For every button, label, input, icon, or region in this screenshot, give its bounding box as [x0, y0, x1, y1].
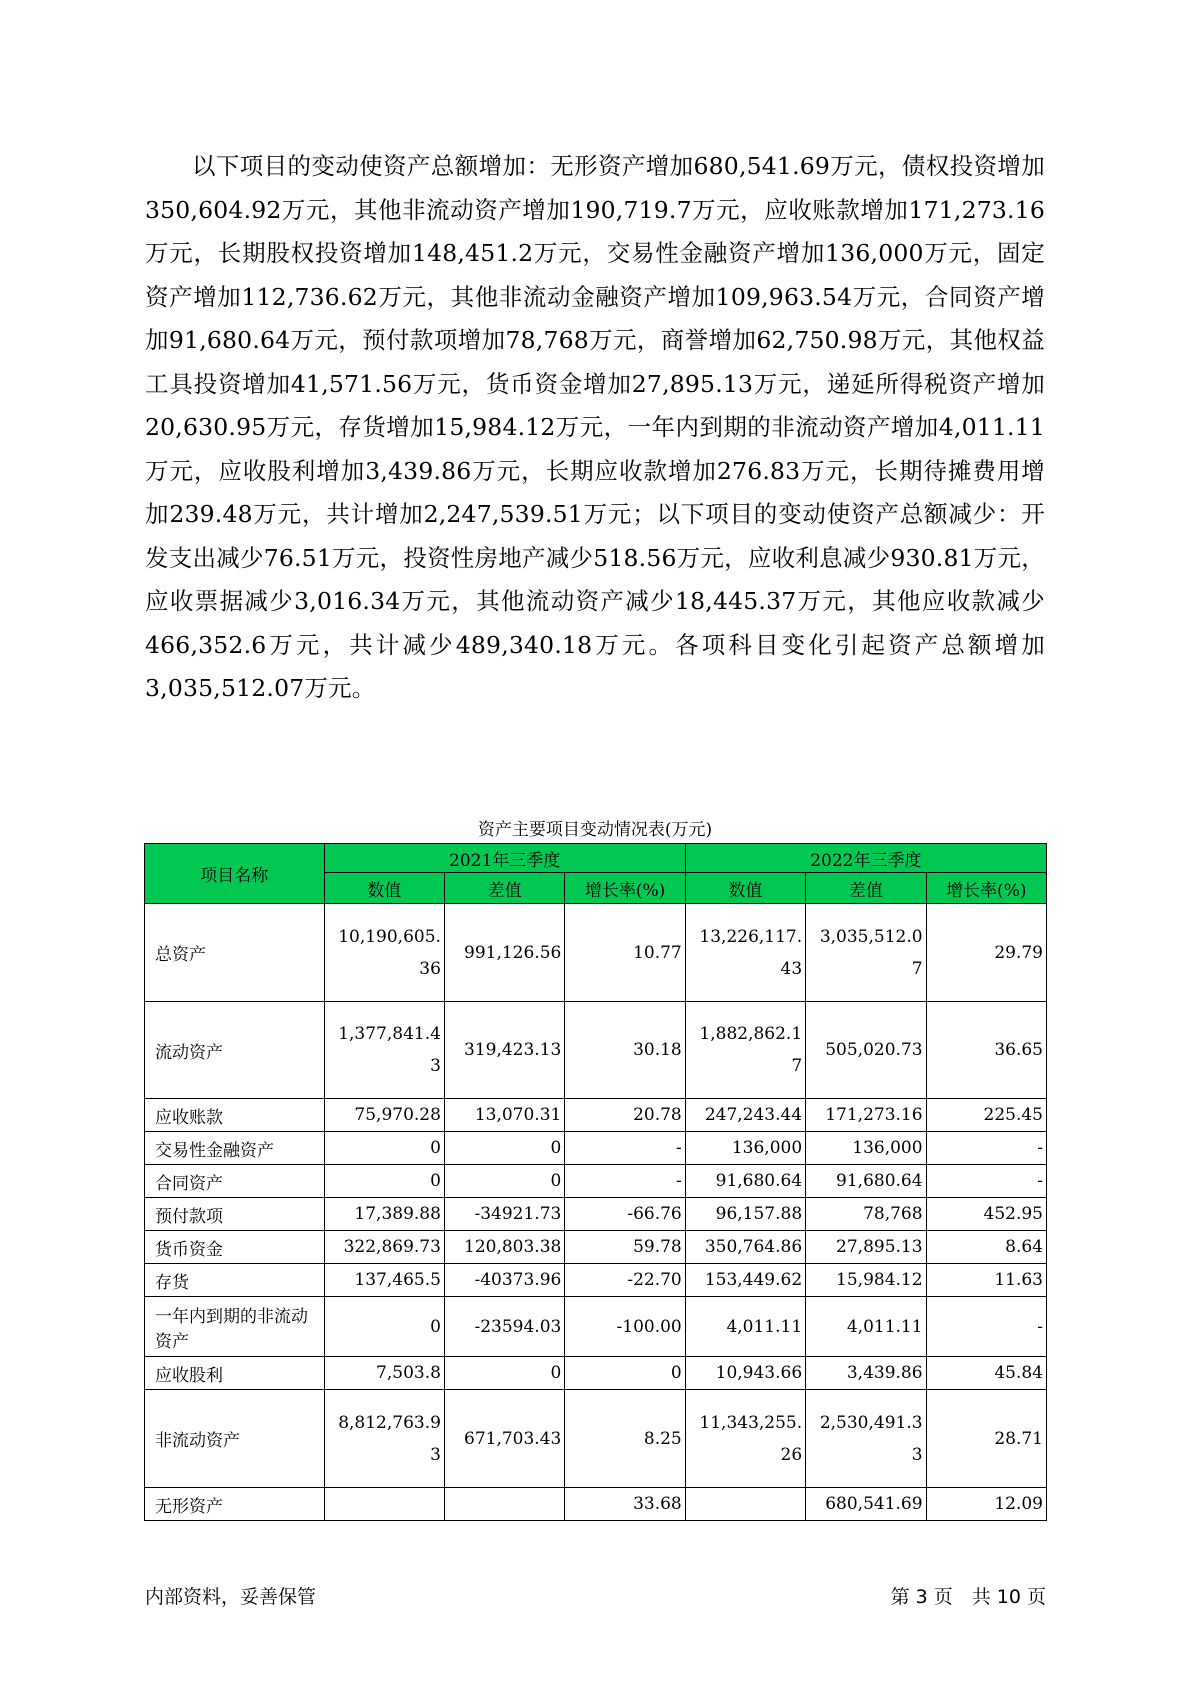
cell-d1: 120,803.38	[444, 1231, 564, 1264]
cell-d1: 671,703.43	[444, 1390, 564, 1488]
cell-v2: 96,157.88	[685, 1198, 805, 1231]
cell-r1: -	[565, 1132, 685, 1165]
footer-confidential-note: 内部资料，妥善保管	[145, 1586, 317, 1608]
body-paragraph: 以下项目的变动使资产总额增加：无形资产增加680,541.69万元，债权投资增加350,604.92万元，其他非流动资产增加190,719.7万元，应收账款增加171,273.16万元，长期股权投资增加148,451.2万元，交易性金融资产增加136,000万元，固定资产增加112,736.62万元，其他非流动金融资产增加109,963.54万元，合同资产增加91,680.64万元，预付款项增加78,768万元，商誉增加62,750.98万元，其他权益工具投资增加41,571.56万元，货币资金增加27,895.13万元，递延所得税资产增加20,630.95万元，存货增加15,984.12万元，一年内到期的非流动资产增加4,011.11万元，应收股利增加3,439.86万元，长期应收款增加276.83万元，长期待摊费用增加239.48万元，共计增加2,247,539.51万元；以下项目的变动使资产总额减少：开发支出减少76.51万元，投资性房地产减少518.56万元，应收利息减少930.81万元，应收票据减少3,016.34万元，其他流动资产减少18,445.37万元，其他应收款减少466,352.6万元，共计减少489,340.18万元。各项科目变化引起资产总额增加3,035,512.07万元。	[145, 152, 1045, 702]
cell-v1: 137,465.5	[324, 1264, 444, 1297]
footer-page-number: 第 3 页 共 10 页	[890, 1586, 1046, 1608]
cell-v1: 7,503.8	[324, 1357, 444, 1390]
cell-v1: 10,190,605.36	[324, 904, 444, 1002]
cell-r1: -	[565, 1165, 685, 1198]
row-item-name: 存货	[145, 1264, 325, 1297]
row-item-name: 应收账款	[145, 1099, 325, 1132]
cell-d2: 680,541.69	[806, 1488, 926, 1521]
table-row	[145, 1231, 1047, 1264]
row-item-name: 一年内到期的非流动资产	[145, 1297, 325, 1357]
cell-r1: -66.76	[565, 1198, 685, 1231]
table-row	[145, 1488, 1047, 1521]
cell-d1	[444, 1488, 564, 1521]
cell-d2: 4,011.11	[806, 1297, 926, 1357]
asset-change-table	[144, 843, 1047, 1521]
cell-r2: -	[926, 1165, 1046, 1198]
table-row	[145, 1390, 1047, 1488]
table-row	[145, 904, 1047, 1002]
row-item-name: 总资产	[145, 904, 325, 1002]
cell-r1: 33.68	[565, 1488, 685, 1521]
header-item-name: 项目名称	[145, 844, 325, 904]
cell-d1: 319,423.13	[444, 1002, 564, 1099]
header-rate-2022: 增长率(%)	[926, 873, 1046, 904]
cell-d1: 991,126.56	[444, 904, 564, 1002]
cell-r1: 8.25	[565, 1390, 685, 1488]
cell-v2: 13,226,117.43	[685, 904, 805, 1002]
cell-d1: 0	[444, 1132, 564, 1165]
cell-v1	[324, 1488, 444, 1521]
header-value-2021: 数值	[324, 873, 444, 904]
cell-r1: 30.18	[565, 1002, 685, 1099]
header-value-2022: 数值	[685, 873, 805, 904]
cell-r1: 0	[565, 1357, 685, 1390]
cell-d2: 78,768	[806, 1198, 926, 1231]
row-item-name: 无形资产	[145, 1488, 325, 1521]
cell-v1: 0	[324, 1132, 444, 1165]
table-row	[145, 1357, 1047, 1390]
header-period-2022: 2022年三季度	[685, 844, 1046, 873]
row-item-name: 流动资产	[145, 1002, 325, 1099]
cell-v2: 136,000	[685, 1132, 805, 1165]
cell-v2: 91,680.64	[685, 1165, 805, 1198]
cell-r1: -22.70	[565, 1264, 685, 1297]
cell-v1: 0	[324, 1297, 444, 1357]
cell-d1: -23594.03	[444, 1297, 564, 1357]
cell-d1: -34921.73	[444, 1198, 564, 1231]
table-row	[145, 1264, 1047, 1297]
table-row	[145, 1099, 1047, 1132]
cell-d2: 136,000	[806, 1132, 926, 1165]
cell-v1: 1,377,841.43	[324, 1002, 444, 1099]
cell-d1: 0	[444, 1165, 564, 1198]
cell-d2: 15,984.12	[806, 1264, 926, 1297]
row-item-name: 非流动资产	[145, 1390, 325, 1488]
cell-r2: 45.84	[926, 1357, 1046, 1390]
cell-r1: -100.00	[565, 1297, 685, 1357]
cell-r2: 11.63	[926, 1264, 1046, 1297]
cell-v2: 10,943.66	[685, 1357, 805, 1390]
cell-v1: 322,869.73	[324, 1231, 444, 1264]
cell-r2: 8.64	[926, 1231, 1046, 1264]
cell-v1: 8,812,763.93	[324, 1390, 444, 1488]
cell-v1: 0	[324, 1165, 444, 1198]
cell-d2: 2,530,491.33	[806, 1390, 926, 1488]
cell-r2: -	[926, 1132, 1046, 1165]
header-diff-2021: 差值	[444, 873, 564, 904]
cell-r2: 29.79	[926, 904, 1046, 1002]
row-item-name: 合同资产	[145, 1165, 325, 1198]
table-row	[145, 1198, 1047, 1231]
row-item-name: 应收股利	[145, 1357, 325, 1390]
row-item-name: 交易性金融资产	[145, 1132, 325, 1165]
cell-v2: 247,243.44	[685, 1099, 805, 1132]
cell-d1: -40373.96	[444, 1264, 564, 1297]
header-diff-2022: 差值	[806, 873, 926, 904]
row-item-name: 预付款项	[145, 1198, 325, 1231]
cell-v2: 153,449.62	[685, 1264, 805, 1297]
cell-d2: 505,020.73	[806, 1002, 926, 1099]
cell-r2: 28.71	[926, 1390, 1046, 1488]
cell-d2: 27,895.13	[806, 1231, 926, 1264]
table-row	[145, 1297, 1047, 1357]
cell-v2: 4,011.11	[685, 1297, 805, 1357]
cell-v2: 350,764.86	[685, 1231, 805, 1264]
cell-r1: 20.78	[565, 1099, 685, 1132]
cell-d2: 3,035,512.07	[806, 904, 926, 1002]
row-item-name: 货币资金	[145, 1231, 325, 1264]
table-caption: 资产主要项目变动情况表(万元)	[477, 820, 713, 840]
cell-r1: 10.77	[565, 904, 685, 1002]
cell-r2: 452.95	[926, 1198, 1046, 1231]
cell-r1: 59.78	[565, 1231, 685, 1264]
header-rate-2021: 增长率(%)	[565, 873, 685, 904]
cell-d1: 0	[444, 1357, 564, 1390]
table-row	[145, 1165, 1047, 1198]
header-period-2021: 2021年三季度	[324, 844, 685, 873]
cell-d2: 3,439.86	[806, 1357, 926, 1390]
cell-r2: -	[926, 1297, 1046, 1357]
cell-v1: 17,389.88	[324, 1198, 444, 1231]
table-body	[145, 904, 1047, 1521]
cell-v2: 11,343,255.26	[685, 1390, 805, 1488]
table-row	[145, 1132, 1047, 1165]
cell-v2: 1,882,862.17	[685, 1002, 805, 1099]
table-row	[145, 1002, 1047, 1099]
cell-v1: 75,970.28	[324, 1099, 444, 1132]
cell-r2: 225.45	[926, 1099, 1046, 1132]
cell-d2: 91,680.64	[806, 1165, 926, 1198]
cell-r2: 36.65	[926, 1002, 1046, 1099]
cell-r2: 12.09	[926, 1488, 1046, 1521]
cell-v2	[685, 1488, 805, 1521]
cell-d1: 13,070.31	[444, 1099, 564, 1132]
cell-d2: 171,273.16	[806, 1099, 926, 1132]
